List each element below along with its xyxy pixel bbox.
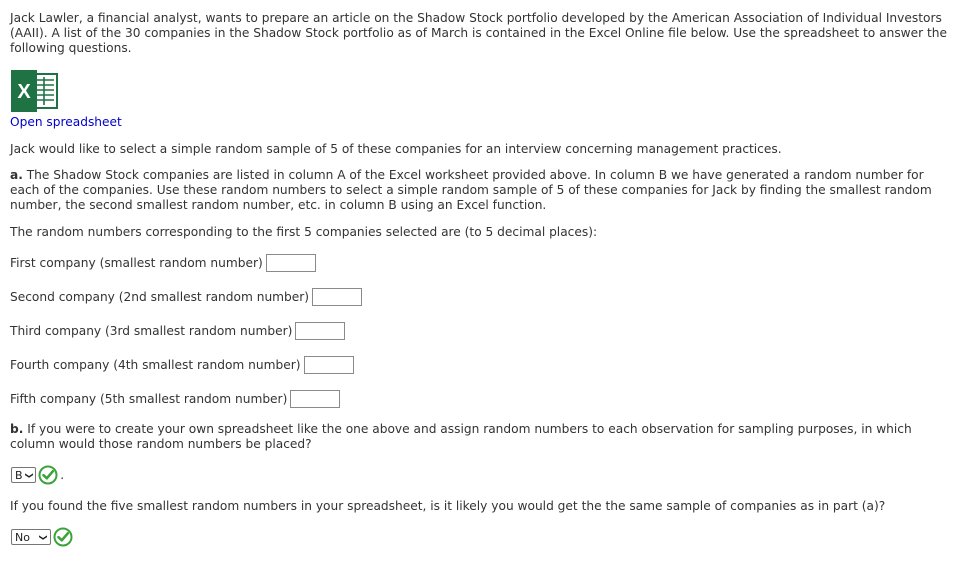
same-sample-question: If you found the five smallest random numbers in your spreadsheet, is it likely you would get the the same sample of companies as in part (a)? — [10, 499, 886, 513]
third-company-input[interactable] — [295, 322, 345, 340]
question-label-fourth: Fourth company (4th smallest random number) — [10, 358, 301, 372]
open-spreadsheet-link[interactable]: Open spreadsheet — [10, 115, 122, 129]
intro-paragraph: Jack Lawler, a financial analyst, wants to prepare an article on the Shadow Stock portfolio developed by the American Association of Individual Investors (AAII). A list of the 30 companies in the Shadow Stock portfolio as of March is contained in the Excel Online file below. Use the spreadsheet to answer the following questions. — [10, 11, 948, 55]
part-a-text: The Shadow Stock companies are listed in column A of the Excel worksheet provided above. In column B we have generated a random number for each of the companies. Use these random numbers to select a simple random sample of 5 of these companies for Jack by finding the smallest random number, the second smallest random number, etc. in column B using an Excel function. — [10, 168, 932, 212]
question-row-first — [10, 252, 316, 274]
column-select-value: B — [15, 468, 23, 482]
question-row-second — [10, 286, 362, 308]
part-a-label: a. — [10, 168, 23, 182]
part-b-paragraph — [10, 422, 955, 452]
question-label-first: First company (smallest random number) — [10, 256, 263, 270]
fifth-company-input[interactable] — [290, 390, 340, 408]
question-row-fourth — [10, 354, 354, 376]
random-numbers-intro: The random numbers corresponding to the first 5 companies selected are (to 5 decimal places): — [10, 225, 598, 239]
part-b-label: b. — [10, 422, 24, 436]
chevron-down-icon: ❯ — [39, 533, 49, 541]
question-row-third — [10, 320, 345, 342]
correct-check-icon — [38, 465, 58, 485]
chevron-down-icon: ❯ — [24, 471, 34, 479]
first-company-input[interactable] — [266, 254, 316, 272]
question-label-third: Third company (3rd smallest random number) — [10, 324, 293, 338]
same-sample-select-value: No — [15, 530, 30, 544]
sample-description: Jack would like to select a simple random sample of 5 of these companies for an interview concerning management practices. — [10, 142, 782, 156]
excel-icon-letter: X — [17, 81, 31, 103]
part-a-paragraph — [10, 168, 955, 213]
same-sample-select[interactable] — [11, 529, 51, 545]
column-select[interactable] — [11, 467, 36, 483]
excel-icon[interactable] — [11, 70, 58, 112]
question-row-fifth — [10, 388, 340, 410]
question-label-fifth: Fifth company (5th smallest random number) — [10, 392, 288, 406]
column-answer-row — [11, 465, 64, 485]
answer-period: . — [60, 468, 65, 482]
same-sample-answer-row — [11, 527, 73, 547]
correct-check-icon — [53, 527, 73, 547]
second-company-input[interactable] — [312, 288, 362, 306]
part-b-text: If you were to create your own spreadsheet like the one above and assign random numbers to each observation for sampling purposes, in which column would those random numbers be placed? — [10, 422, 912, 451]
question-label-second: Second company (2nd smallest random number) — [10, 290, 310, 304]
fourth-company-input[interactable] — [304, 356, 354, 374]
